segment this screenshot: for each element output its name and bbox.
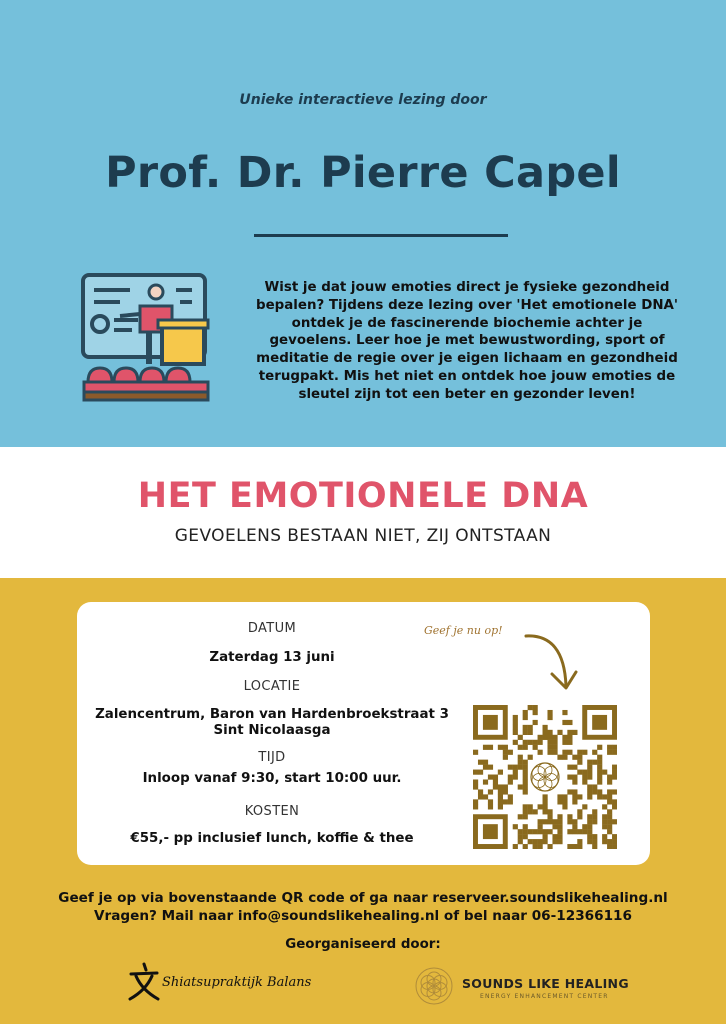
- qr-note: Geef je nu op!: [424, 624, 503, 637]
- event-title: HET EMOTIONELE DNA: [137, 476, 589, 516]
- time-value: Inloop vanaf 9:30, start 10:00 uur.: [142, 771, 402, 786]
- intro-line: sleutel zijn tot een beter en gezonder leven!: [298, 386, 636, 402]
- organised-by-label: Georganiseerd door:: [285, 937, 441, 952]
- location-address: Zalencentrum, Baron van Hardenbroekstraat 3: [95, 707, 449, 722]
- date-label: DATUM: [247, 621, 297, 636]
- intro-text: [244, 279, 690, 404]
- intro-line: meditatie de regie over je eigen lichaam en gezondheid: [256, 351, 678, 367]
- kanji-logo-icon: [128, 962, 160, 1002]
- shiatsupraktijk-logo: [128, 962, 338, 1006]
- time-label: TIJD: [258, 750, 286, 765]
- cost-value: €55,- pp inclusief lunch, koffie & thee: [130, 831, 414, 846]
- speaker-name: Prof. Dr. Pierre Capel: [105, 148, 621, 198]
- lecture-presentation-icon: [80, 272, 216, 406]
- date-value: Zaterdag 13 juni: [209, 650, 335, 665]
- location-city: Sint Nicolaasga: [213, 723, 331, 738]
- location-label: LOCATIE: [243, 679, 301, 694]
- intro-line: Wist je dat jouw emoties direct je fysieke gezondheid: [264, 280, 670, 295]
- sounds-like-healing-logo: [414, 966, 654, 1006]
- shiatsupraktijk-name: Shiatsupraktijk Balans: [162, 975, 312, 990]
- event-tagline: GEVOELENS BESTAAN NIET, ZIJ ONTSTAAN: [174, 526, 552, 546]
- sounds-like-healing-tagline: ENERGY ENHANCEMENT CENTER: [480, 993, 609, 1000]
- intro-line: bepalen? Tijdens deze lezing over 'Het emotionele DNA': [256, 297, 678, 313]
- title-divider: [254, 234, 508, 237]
- cost-label: KOSTEN: [244, 804, 300, 819]
- registration-line: Geef je op via bovenstaande QR code of ga naar reserveer.soundslikehealing.nl: [58, 890, 668, 906]
- curved-arrow-icon: [520, 630, 580, 694]
- intro-line: terugpakt. Mis het niet en ontdek hoe jouw emoties de: [258, 368, 676, 384]
- lecture-subtitle: Unieke interactieve lezing door: [239, 92, 487, 108]
- qr-code-icon[interactable]: [473, 705, 617, 849]
- flower-of-life-logo-icon: [414, 966, 454, 1006]
- contact-line: Vragen? Mail naar info@soundslikehealing.nl of bel naar 06-12366116: [94, 908, 632, 924]
- sounds-like-healing-name: SOUNDS LIKE HEALING: [462, 976, 629, 991]
- intro-line: ontdek je de fascinerende biochemie achter je: [291, 315, 643, 331]
- registration-info: [0, 889, 726, 925]
- intro-line: gevoelens. Leer hoe je met bewustwording, sport of: [269, 333, 665, 349]
